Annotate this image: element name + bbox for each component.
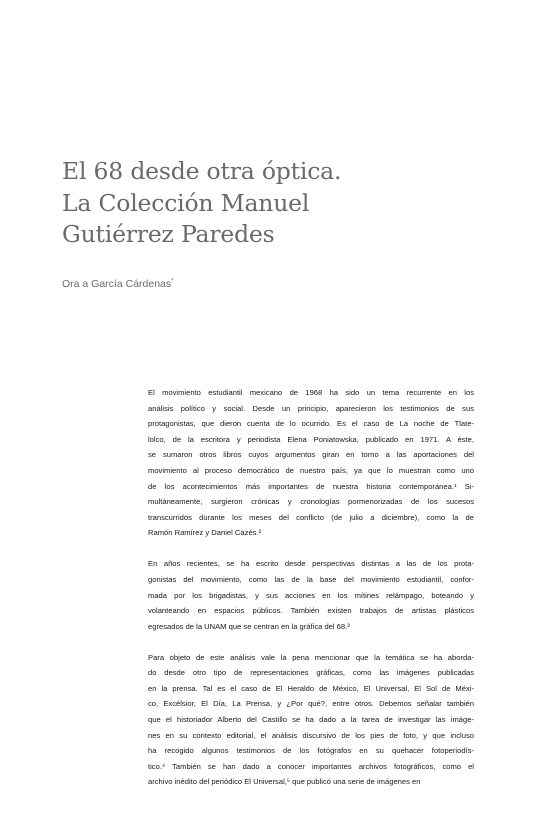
author-footnote-mark: * <box>171 278 174 285</box>
text-line: análisis político y social. Desde un principio, aparecieron los testimonios de sus <box>148 403 474 413</box>
text-line: gonistas del movimiento, como las de la base del movimiento estudiantil, confor- <box>148 574 474 584</box>
text-line: transcurridos durante los meses del conflicto (de julio a diciembre), como la de <box>148 512 474 522</box>
article-body <box>148 385 474 805</box>
title-line: Gutiérrez Paredes <box>62 220 275 248</box>
text-line: tico.⁴ También se han dado a conocer importantes archivos fotográficos, como el <box>148 761 474 771</box>
text-line: do desde otro tipo de representaciones gráficas, como las imágenes publicadas <box>148 668 474 678</box>
text-line: En años recientes, se ha escrito desde perspectivas distintas a las de los prota- <box>148 559 474 569</box>
text-line: volanteando en espacios públicos. También existen trabajos de artistas plásticos <box>148 606 474 616</box>
text-line: se sumaron otros libros cuyos argumentos giran en torno a las aportaciones del <box>148 450 474 460</box>
text-line: protagonistas, que dieron cuenta de lo ocurrido. Es el caso de La noche de Tlate- <box>148 419 474 429</box>
body-paragraph <box>148 385 474 541</box>
body-paragraph <box>148 650 474 790</box>
text-line: de los acontecimientos más importantes de nuestra historia contemporánea.¹ Si- <box>148 481 474 491</box>
author-line <box>62 278 173 290</box>
author-name: Ora a García Cárdenas <box>62 278 172 290</box>
body-paragraph <box>148 556 474 634</box>
text-line: que el historiador Alberto del Castillo se ha dado a la tarea de investigar las imáge- <box>148 715 474 725</box>
text-line: mada por los brigadistas, y sus acciones en los mítines relámpago, boteando y <box>148 590 474 600</box>
title-line: La Colección Manuel <box>62 188 310 217</box>
article-title <box>62 156 502 251</box>
title-line: El 68 desde otra óptica. <box>62 157 342 185</box>
text-line: egresados de la UNAM que se centran en la gráfica del 68.³ <box>148 621 350 631</box>
text-line: multáneamente, surgieron crónicas y cronologías pormenorizadas de los sucesos <box>148 497 474 507</box>
text-line: ha recogido algunos testimonios de los fotógrafos en su quehacer fotoperiodís- <box>148 746 474 756</box>
text-line: archivo inédito del periódico El Universal,⁵ que publicó una serie de imágenes en <box>148 777 421 787</box>
text-line: co, Excélsior, El Día, La Prensa, y ¿Por qué?, entre otros. Debemos señalar también <box>148 699 474 709</box>
text-line: El movimiento estudiantil mexicano de 1968 ha sido un tema recurrente en los <box>148 388 474 397</box>
text-line: en la prensa. Tal es el caso de El Heraldo de México, El Universal, El Sol de Méxi- <box>148 683 474 693</box>
text-line: lolco, de la escritora y periodista Elena Poniatowska, publicado en 1971. A éste, <box>148 434 474 444</box>
text-line: nes en su contexto editorial, el análisis discursivo de los pies de foto, y que incluso <box>148 730 474 740</box>
text-line: Para objeto de este análisis vale la pena mencionar que la temática se ha aborda- <box>148 652 474 662</box>
text-line: Ramón Ramírez y Daniel Cazés.² <box>148 528 262 538</box>
text-line: movimiento al proceso democrático de nuestro país, ya que lo muestran como uno <box>148 465 474 475</box>
